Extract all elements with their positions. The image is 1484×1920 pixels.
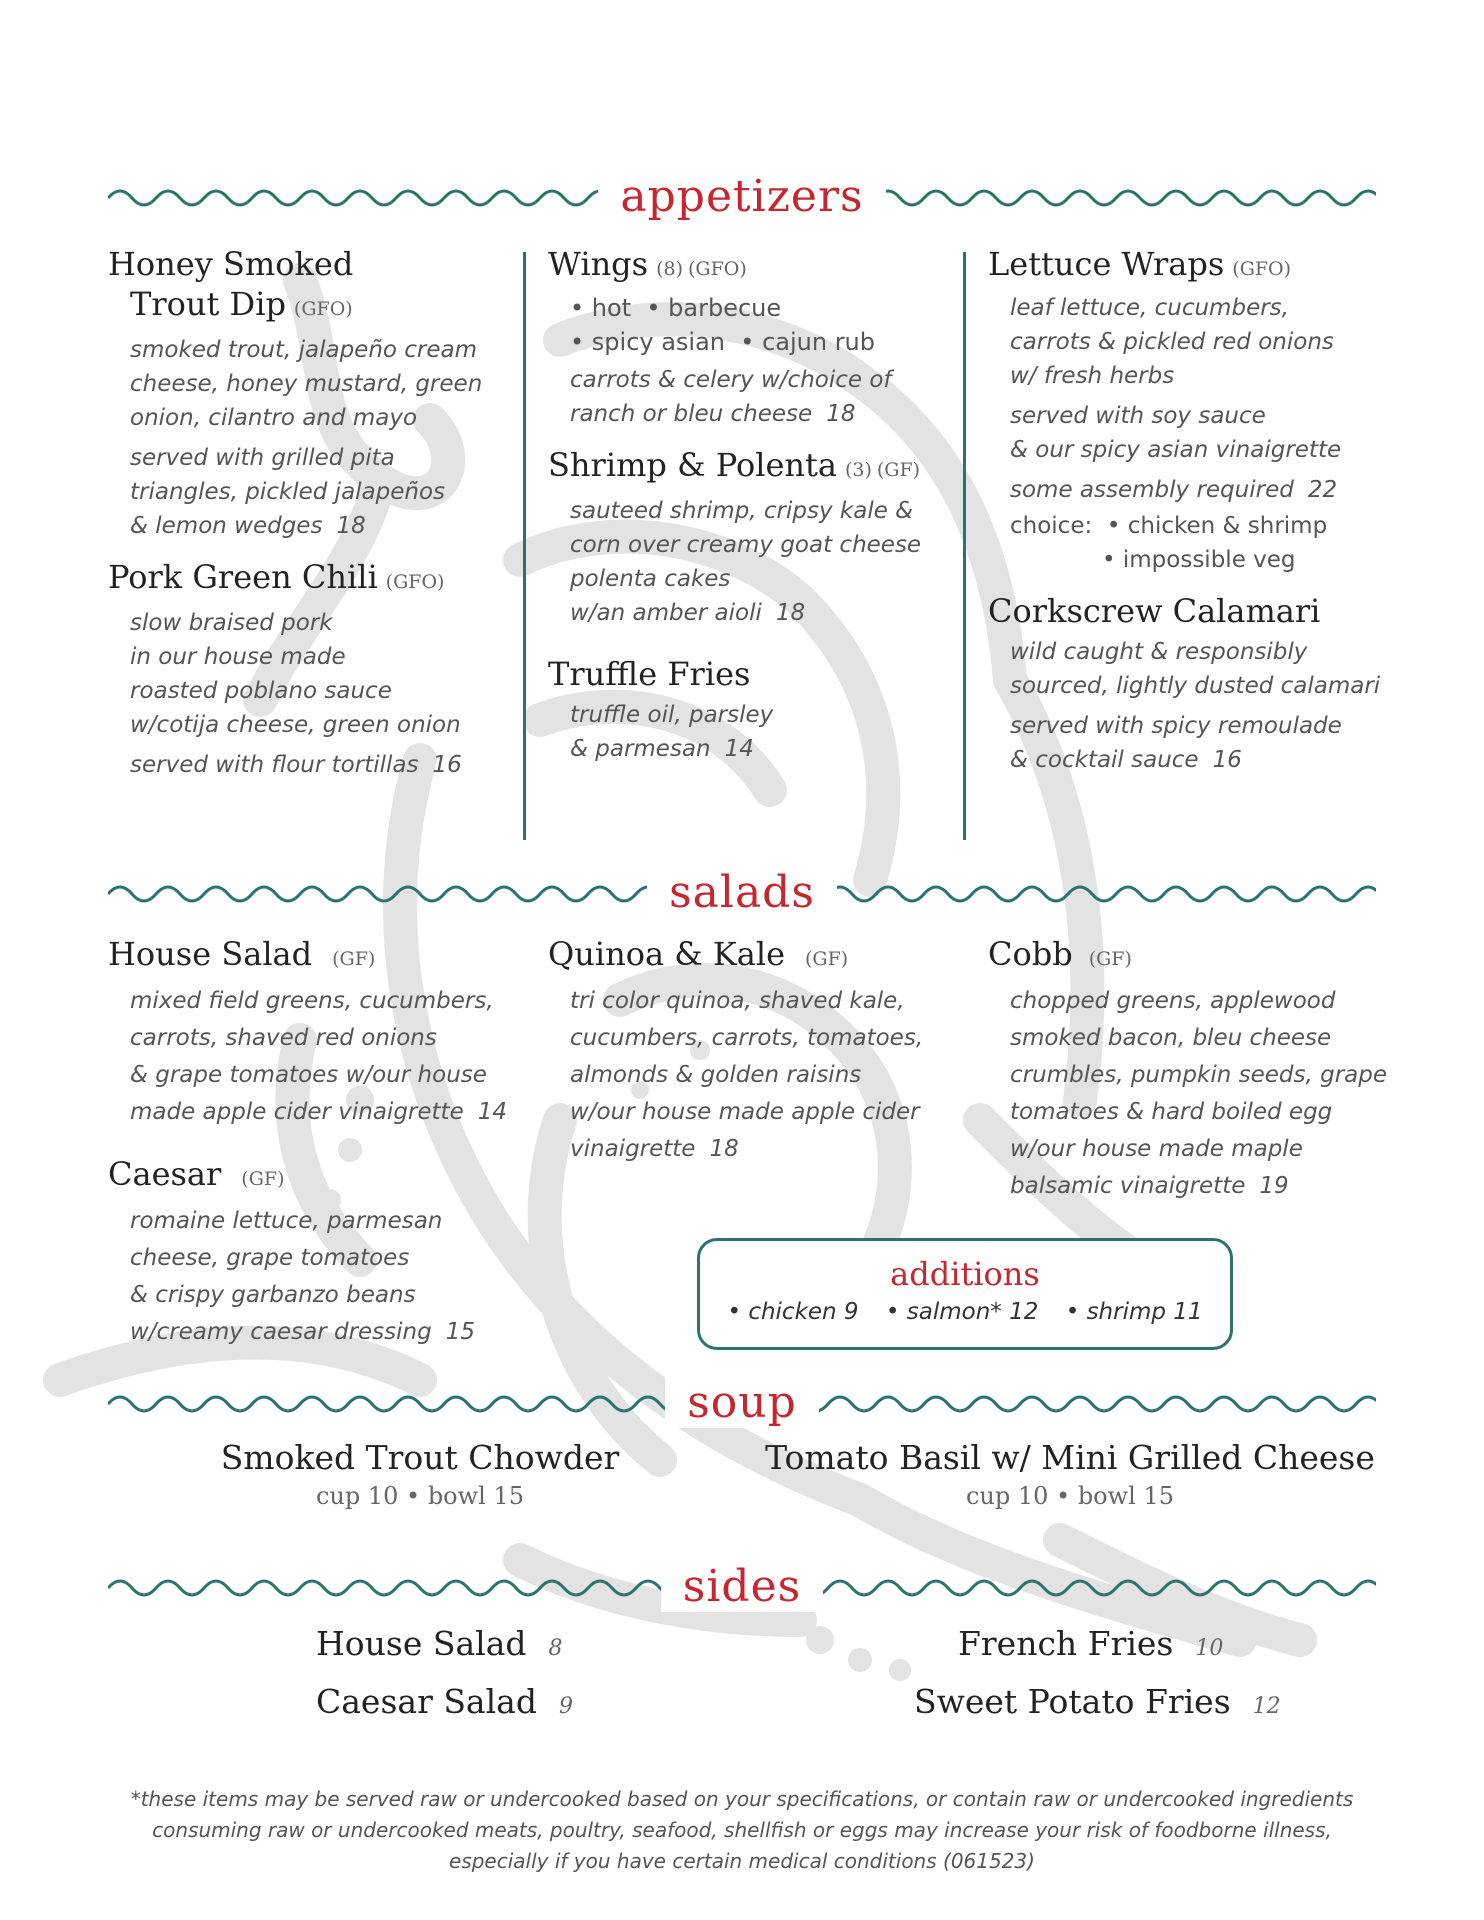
wing-flavor-options: • hot • barbecue • spicy asian • cajun rub — [570, 294, 875, 356]
count-tag: (8) — [656, 258, 683, 280]
menu-item-description: truffle oil, parsley & parmesan 14 — [570, 702, 774, 762]
dietary-tag: (GFO) — [385, 571, 445, 593]
protein-choice: choice: • chicken & shrimp • impossible veg — [1010, 513, 1328, 573]
appetizers-title: appetizers — [598, 171, 885, 222]
side-item: House Salad 8 — [316, 1624, 563, 1663]
dietary-tag: (GF) — [241, 1168, 285, 1190]
addition-salmon: • salmon* 12 — [885, 1299, 1039, 1325]
soup-header — [108, 1376, 1376, 1436]
price: 14 — [477, 1099, 507, 1125]
menu-item-description: served with flour tortillas 16 — [130, 752, 462, 778]
price: 15 — [445, 1319, 475, 1345]
appetizers-column-3 — [988, 244, 1388, 777]
menu-item-title: Shrimp & Polenta (3) (GF) — [548, 446, 921, 484]
menu-item-title: Lettuce Wraps (GFO) — [988, 245, 1292, 283]
sides-title: sides — [661, 1561, 823, 1612]
price: 16 — [432, 752, 462, 778]
price: 18 — [826, 401, 856, 427]
soup-name: Smoked Trout Chowder — [220, 1438, 620, 1477]
addition-chicken: • chicken 9 — [727, 1299, 859, 1325]
menu-item-title: House Salad (GF) — [108, 935, 376, 973]
appetizers-column-1 — [108, 244, 508, 782]
salad-quinoa-kale — [548, 934, 968, 1168]
price: 10 — [1195, 1636, 1224, 1661]
soup-name: Tomato Basil w/ Mini Grilled Cheese — [765, 1438, 1375, 1477]
menu-item-description: carrots & celery w/choice of ranch or bleu cheese 18 — [570, 367, 892, 427]
dietary-tag: (GF) — [805, 948, 849, 970]
price: 9 — [558, 1694, 573, 1719]
price: 8 — [548, 1636, 563, 1661]
salad-house — [108, 934, 528, 1131]
price: 18 — [775, 600, 806, 626]
menu-item-description: chopped greens, applewood smoked bacon, bleu cheese crumbles, pumpkin seeds, grape tomatoes & hard boiled egg w/our house made maple balsamic vinaigrette 19 — [1010, 988, 1387, 1199]
column-divider — [963, 252, 966, 840]
menu-item-description: slow braised pork in our house made roasted poblano sauce w/cotija cheese, green onion — [130, 610, 461, 738]
column-divider — [523, 252, 526, 840]
menu-item-title: Pork Green Chili (GFO) — [108, 558, 445, 596]
count-tag: (3) — [844, 459, 872, 481]
menu-item-description: mixed field greens, cucumbers, carrots, shaved red onions & grape tomatoes w/our house made apple cider vinaigrette 14 — [130, 988, 507, 1125]
soup-price: cup 10 • bowl 15 — [965, 1482, 1175, 1510]
dietary-tag: (GF) — [1088, 948, 1132, 970]
menu-item-title: Truffle Fries — [548, 655, 751, 693]
additions-list — [700, 1299, 1230, 1325]
side-item: French Fries 10 — [958, 1624, 1224, 1663]
soup-item — [760, 1438, 1380, 1510]
additions-box — [697, 1238, 1233, 1350]
salads-header — [108, 866, 1376, 926]
price: 18 — [709, 1136, 739, 1162]
salads-title: salads — [647, 867, 837, 918]
soup-price: cup 10 • bowl 15 — [315, 1482, 525, 1510]
price: 16 — [1212, 747, 1242, 773]
additions-title: additions — [890, 1255, 1040, 1293]
salad-caesar — [108, 1154, 528, 1351]
menu-item-title: Wings (8) (GFO) — [548, 245, 747, 283]
menu-item-description: served with soy sauce & our spicy asian vinaigrette — [1010, 403, 1342, 463]
menu-item-description: leaf lettuce, cucumbers, carrots & pickled red onions w/ fresh herbs — [1010, 295, 1334, 389]
menu-item-description: some assembly required 22 — [1010, 477, 1338, 503]
price: 22 — [1307, 477, 1338, 503]
menu-item-title: Quinoa & Kale (GF) — [548, 935, 849, 973]
soup-title: soup — [665, 1377, 819, 1428]
price: 19 — [1259, 1173, 1289, 1199]
sides-header — [108, 1560, 1376, 1620]
dietary-tag: (GFO) — [688, 258, 747, 280]
menu-item-title: Corkscrew Calamari — [988, 592, 1321, 630]
price: 14 — [724, 736, 754, 762]
appetizers-header — [108, 170, 1376, 230]
price: 12 — [1252, 1694, 1281, 1719]
side-item: Caesar Salad 9 — [316, 1682, 573, 1721]
menu-item-title-line2: Trout Dip (GFO) — [130, 285, 353, 323]
food-safety-disclaimer: *these items may be served raw or undercooked based on your specifications, or contain raw or undercooked ingredients consuming raw or undercooked meats, poultry, seafood, shellfish or eggs may increase your risk of foodborne illness, especially if you have certain medical conditions (061523) — [130, 1787, 1354, 1873]
addition-shrimp: • shrimp 11 — [1065, 1299, 1203, 1325]
menu-item-description: wild caught & responsibly sourced, lightly dusted calamari — [1010, 639, 1381, 699]
menu-item-description: romaine lettuce, parmesan cheese, grape tomatoes & crispy garbanzo beans w/creamy caesar dressing 15 — [130, 1208, 475, 1345]
menu-item-description: smoked trout, jalapeño cream cheese, honey mustard, green onion, cilantro and mayo — [130, 337, 483, 431]
menu-item-title: Honey Smoked — [108, 245, 354, 283]
appetizers-column-2 — [548, 244, 948, 766]
salad-cobb — [988, 934, 1408, 1205]
menu-item-description: served with spicy remoulade & cocktail sauce 16 — [1010, 713, 1342, 773]
soup-item — [180, 1438, 660, 1510]
side-item: Sweet Potato Fries 12 — [914, 1682, 1281, 1721]
menu-item-title: Caesar (GF) — [108, 1155, 285, 1193]
dietary-tag: (GF) — [332, 948, 376, 970]
dietary-tag: (GFO) — [293, 298, 353, 320]
dietary-tag: (GFO) — [1232, 258, 1292, 280]
price: 18 — [336, 513, 366, 539]
menu-item-title: Cobb (GF) — [988, 935, 1132, 973]
menu-item-description: tri color quinoa, shaved kale, cucumbers, carrots, tomatoes, almonds & golden raisins w/our house made apple cider vinaigrette 18 — [570, 988, 924, 1162]
menu-item-description: sauteed shrimp, cripsy kale & corn over creamy goat cheese polenta cakes w/an amber aioli 18 — [570, 498, 922, 626]
menu-item-description: served with grilled pita triangles, pickled jalapeños & lemon wedges 18 — [130, 445, 446, 539]
dietary-tag: (GF) — [876, 459, 921, 481]
